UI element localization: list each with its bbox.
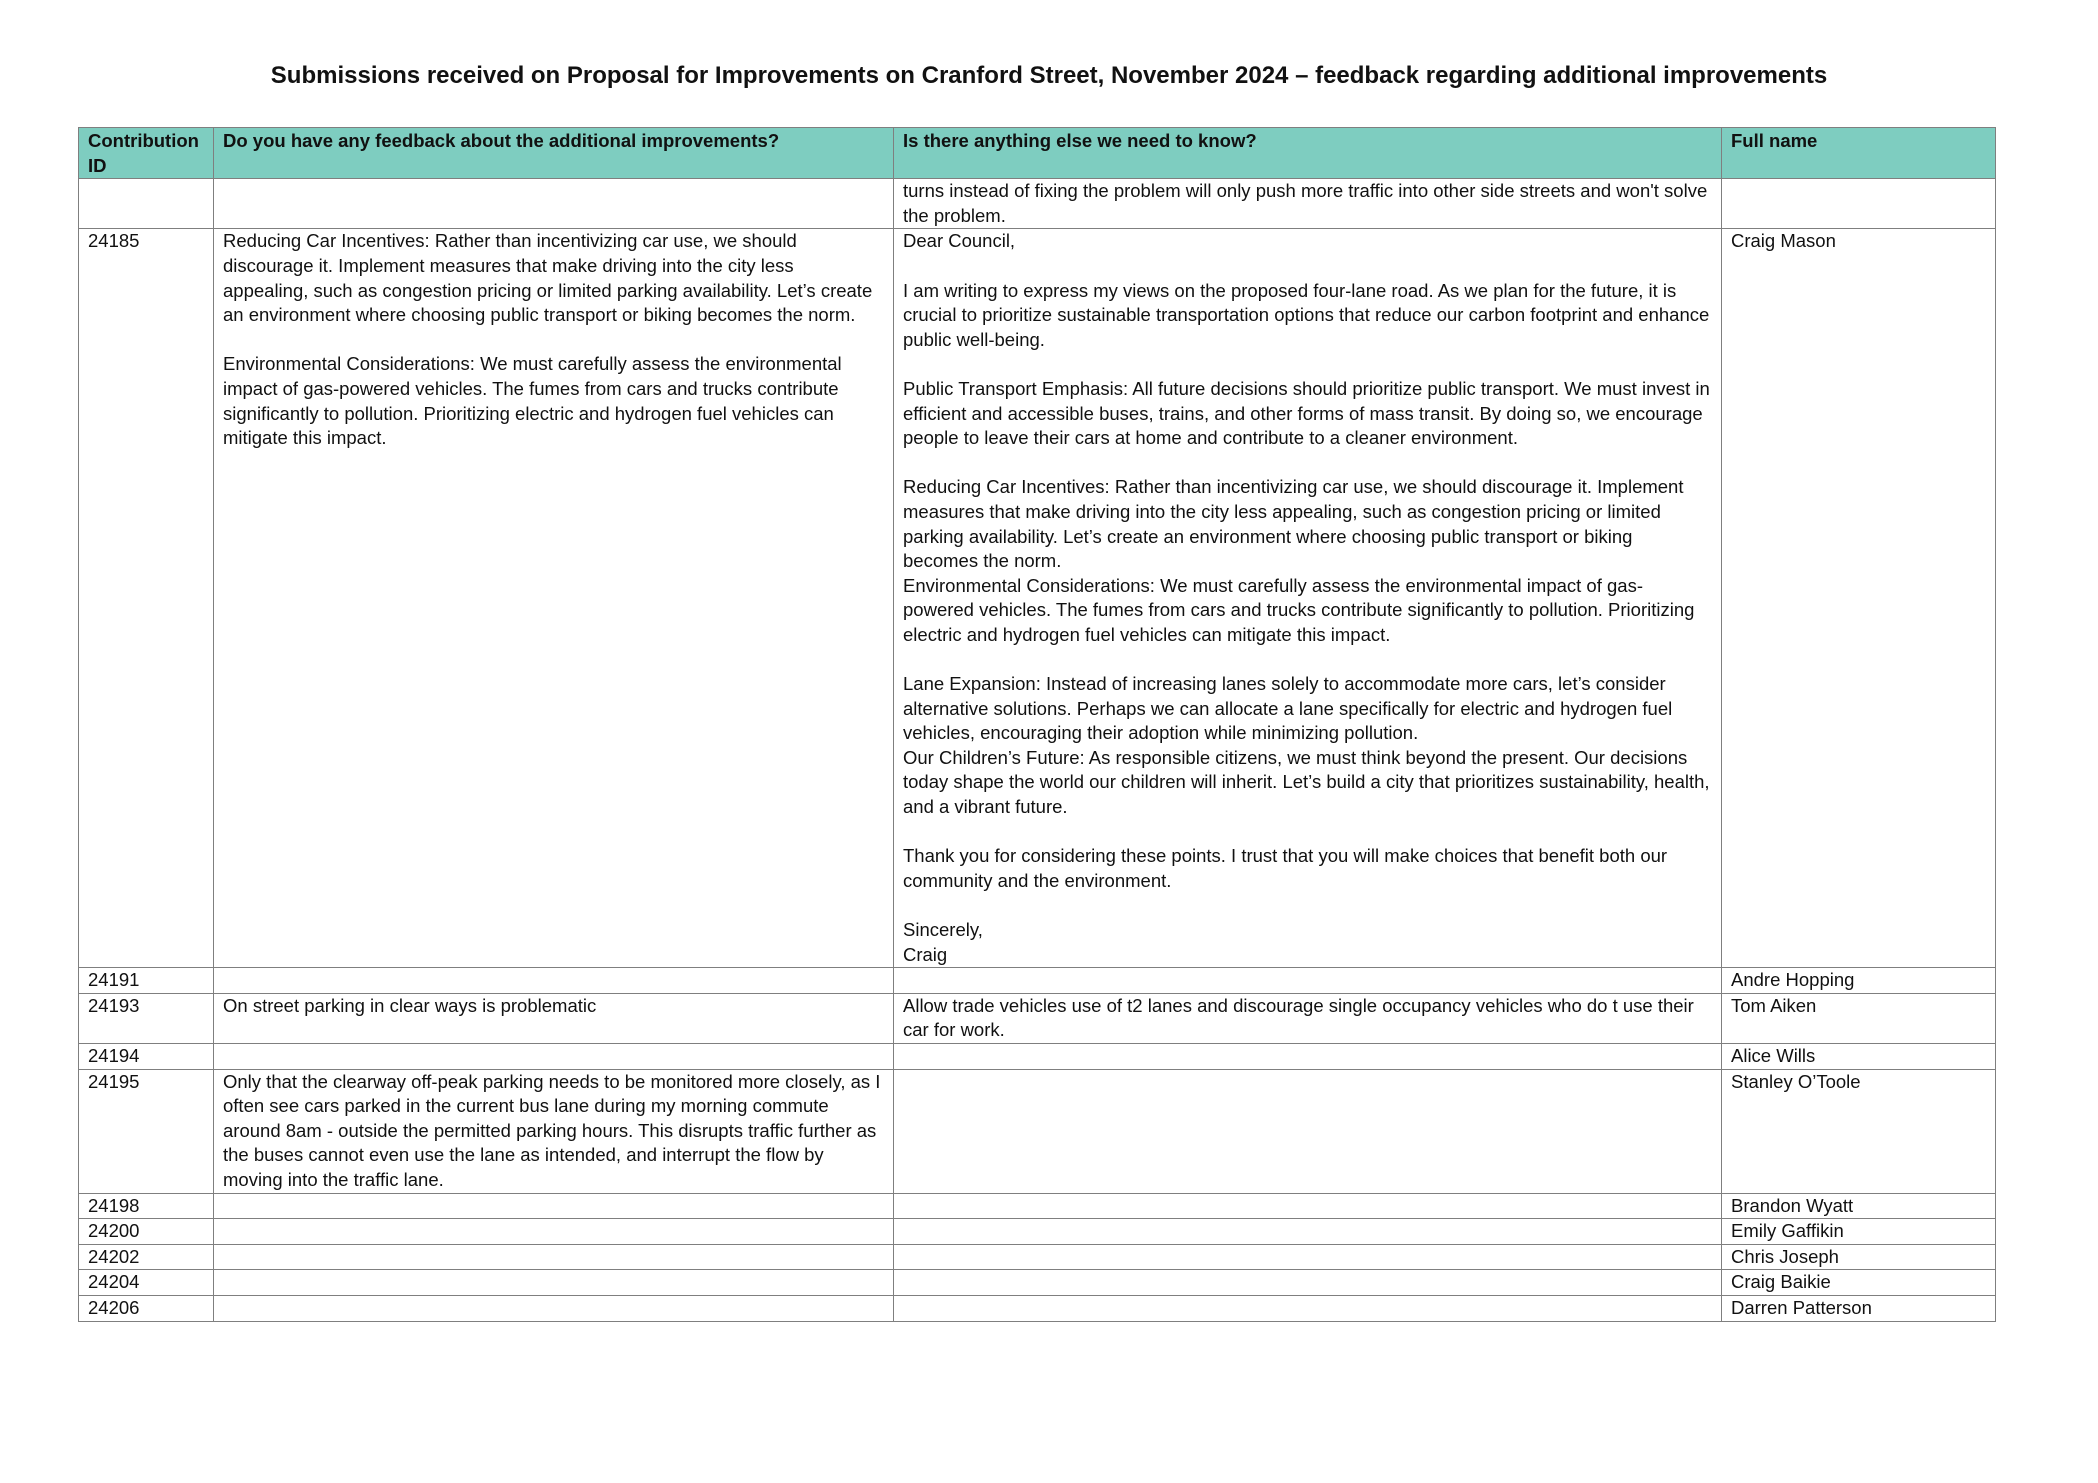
cell-contribution-id: 24202: [79, 1244, 214, 1270]
table-row: [79, 179, 1996, 229]
cell-feedback: Only that the clearway off-peak parking needs to be monitored more closely, as I often see cars parked in the current bus lane during my morning commute around 8am - outside the permitted parking hours. This disrupts traffic further as the buses cannot even use the lane as intended, and interrupt the flow by moving into the traffic lane.: [214, 1069, 894, 1193]
table-row: [79, 1193, 1996, 1219]
cell-anything-else: [894, 1244, 1722, 1270]
cell-anything-else: Dear Council, I am writing to express my views on the proposed four-lane road. As we plan for the future, it is crucial to prioritize sustainable transportation options that reduce our carbon footprint and enhance public well-being. Public Transport Emphasis: All future decisions should prioritize public transport. We must invest in efficient and accessible buses, trains, and other forms of mass transit. By doing so, we encourage people to leave their cars at home and contribute to a cleaner environment. Reducing Car Incentives: Rather than incentivizing car use, we should discourage it. Implement measures that make driving into the city less appealing, such as congestion pricing or limited parking availability. Let’s create an environment where choosing public transport or biking becomes the norm. Environmental Considerations: We must carefully assess the environmental impact of gas-powered vehicles. The fumes from cars and trucks contribute significantly to pollution. Prioritizing electric and hydrogen fuel vehicles can mitigate this impact. Lane Expansion: Instead of increasing lanes solely to accommodate more cars, let’s consider alternative solutions. Perhaps we can allocate a lane specifically for electric and hydrogen fuel vehicles, encouraging their adoption while minimizing pollution. Our Children’s Future: As responsible citizens, we must think beyond the present. Our decisions today shape the world our children will inherit. Let’s build a city that prioritizes sustainability, health, and a vibrant future. Thank you for considering these points. I trust that you will make choices that benefit both our community and the environment. Sincerely, Craig: [894, 229, 1722, 968]
cell-feedback: [214, 179, 894, 229]
cell-full-name: [1722, 179, 1996, 229]
cell-contribution-id: 24200: [79, 1219, 214, 1245]
cell-feedback: On street parking in clear ways is problematic: [214, 993, 894, 1043]
table-row: [79, 1219, 1996, 1245]
cell-anything-else: turns instead of fixing the problem will only push more traffic into other side streets and won't solve the problem.: [894, 179, 1722, 229]
cell-full-name: Darren Patterson: [1722, 1295, 1996, 1321]
cell-feedback: [214, 1219, 894, 1245]
cell-feedback: [214, 1270, 894, 1296]
cell-anything-else: [894, 1295, 1722, 1321]
cell-contribution-id: 24194: [79, 1043, 214, 1069]
table-row: [79, 1244, 1996, 1270]
submissions-table: [78, 127, 1996, 1322]
header-contribution-id: Contribution ID: [79, 128, 214, 179]
cell-anything-else: [894, 1069, 1722, 1193]
cell-anything-else: [894, 1043, 1722, 1069]
cell-feedback: [214, 1193, 894, 1219]
cell-full-name: Alice Wills: [1722, 1043, 1996, 1069]
cell-feedback: [214, 1043, 894, 1069]
table-row: [79, 229, 1996, 968]
cell-full-name: Craig Baikie: [1722, 1270, 1996, 1296]
cell-anything-else: [894, 968, 1722, 994]
cell-full-name: Emily Gaffikin: [1722, 1219, 1996, 1245]
cell-contribution-id: 24193: [79, 993, 214, 1043]
cell-contribution-id: 24185: [79, 229, 214, 968]
cell-anything-else: Allow trade vehicles use of t2 lanes and discourage single occupancy vehicles who do t use their car for work.: [894, 993, 1722, 1043]
cell-contribution-id: 24198: [79, 1193, 214, 1219]
table-header-row: [79, 128, 1996, 179]
cell-feedback: Reducing Car Incentives: Rather than incentivizing car use, we should discourage it. Implement measures that make driving into the city less appealing, such as congestion pricing or limited parking availability. Let’s create an environment where choosing public transport or biking becomes the norm. Environmental Considerations: We must carefully assess the environmental impact of gas-powered vehicles. The fumes from cars and trucks contribute significantly to pollution. Prioritizing electric and hydrogen fuel vehicles can mitigate this impact.: [214, 229, 894, 968]
cell-feedback: [214, 1244, 894, 1270]
table-row: [79, 968, 1996, 994]
table-row: [79, 1069, 1996, 1193]
header-full-name: Full name: [1722, 128, 1996, 179]
cell-contribution-id: 24204: [79, 1270, 214, 1296]
cell-contribution-id: 24191: [79, 968, 214, 994]
table-row: [79, 1270, 1996, 1296]
header-feedback: Do you have any feedback about the additional improvements?: [214, 128, 894, 179]
table-row: [79, 993, 1996, 1043]
cell-full-name: Stanley O’Toole: [1722, 1069, 1996, 1193]
cell-full-name: Craig Mason: [1722, 229, 1996, 968]
cell-contribution-id: 24206: [79, 1295, 214, 1321]
table-row: [79, 1295, 1996, 1321]
cell-feedback: [214, 968, 894, 994]
cell-anything-else: [894, 1219, 1722, 1245]
table-row: [79, 1043, 1996, 1069]
cell-full-name: Tom Aiken: [1722, 993, 1996, 1043]
cell-anything-else: [894, 1270, 1722, 1296]
document-title: Submissions received on Proposal for Improvements on Cranford Street, November 2024 – feedback regarding additional improvements: [270, 62, 1828, 89]
cell-contribution-id: 24195: [79, 1069, 214, 1193]
cell-contribution-id: [79, 179, 214, 229]
cell-full-name: Chris Joseph: [1722, 1244, 1996, 1270]
cell-full-name: Andre Hopping: [1722, 968, 1996, 994]
cell-feedback: [214, 1295, 894, 1321]
cell-anything-else: [894, 1193, 1722, 1219]
cell-full-name: Brandon Wyatt: [1722, 1193, 1996, 1219]
header-anything-else: Is there anything else we need to know?: [894, 128, 1722, 179]
